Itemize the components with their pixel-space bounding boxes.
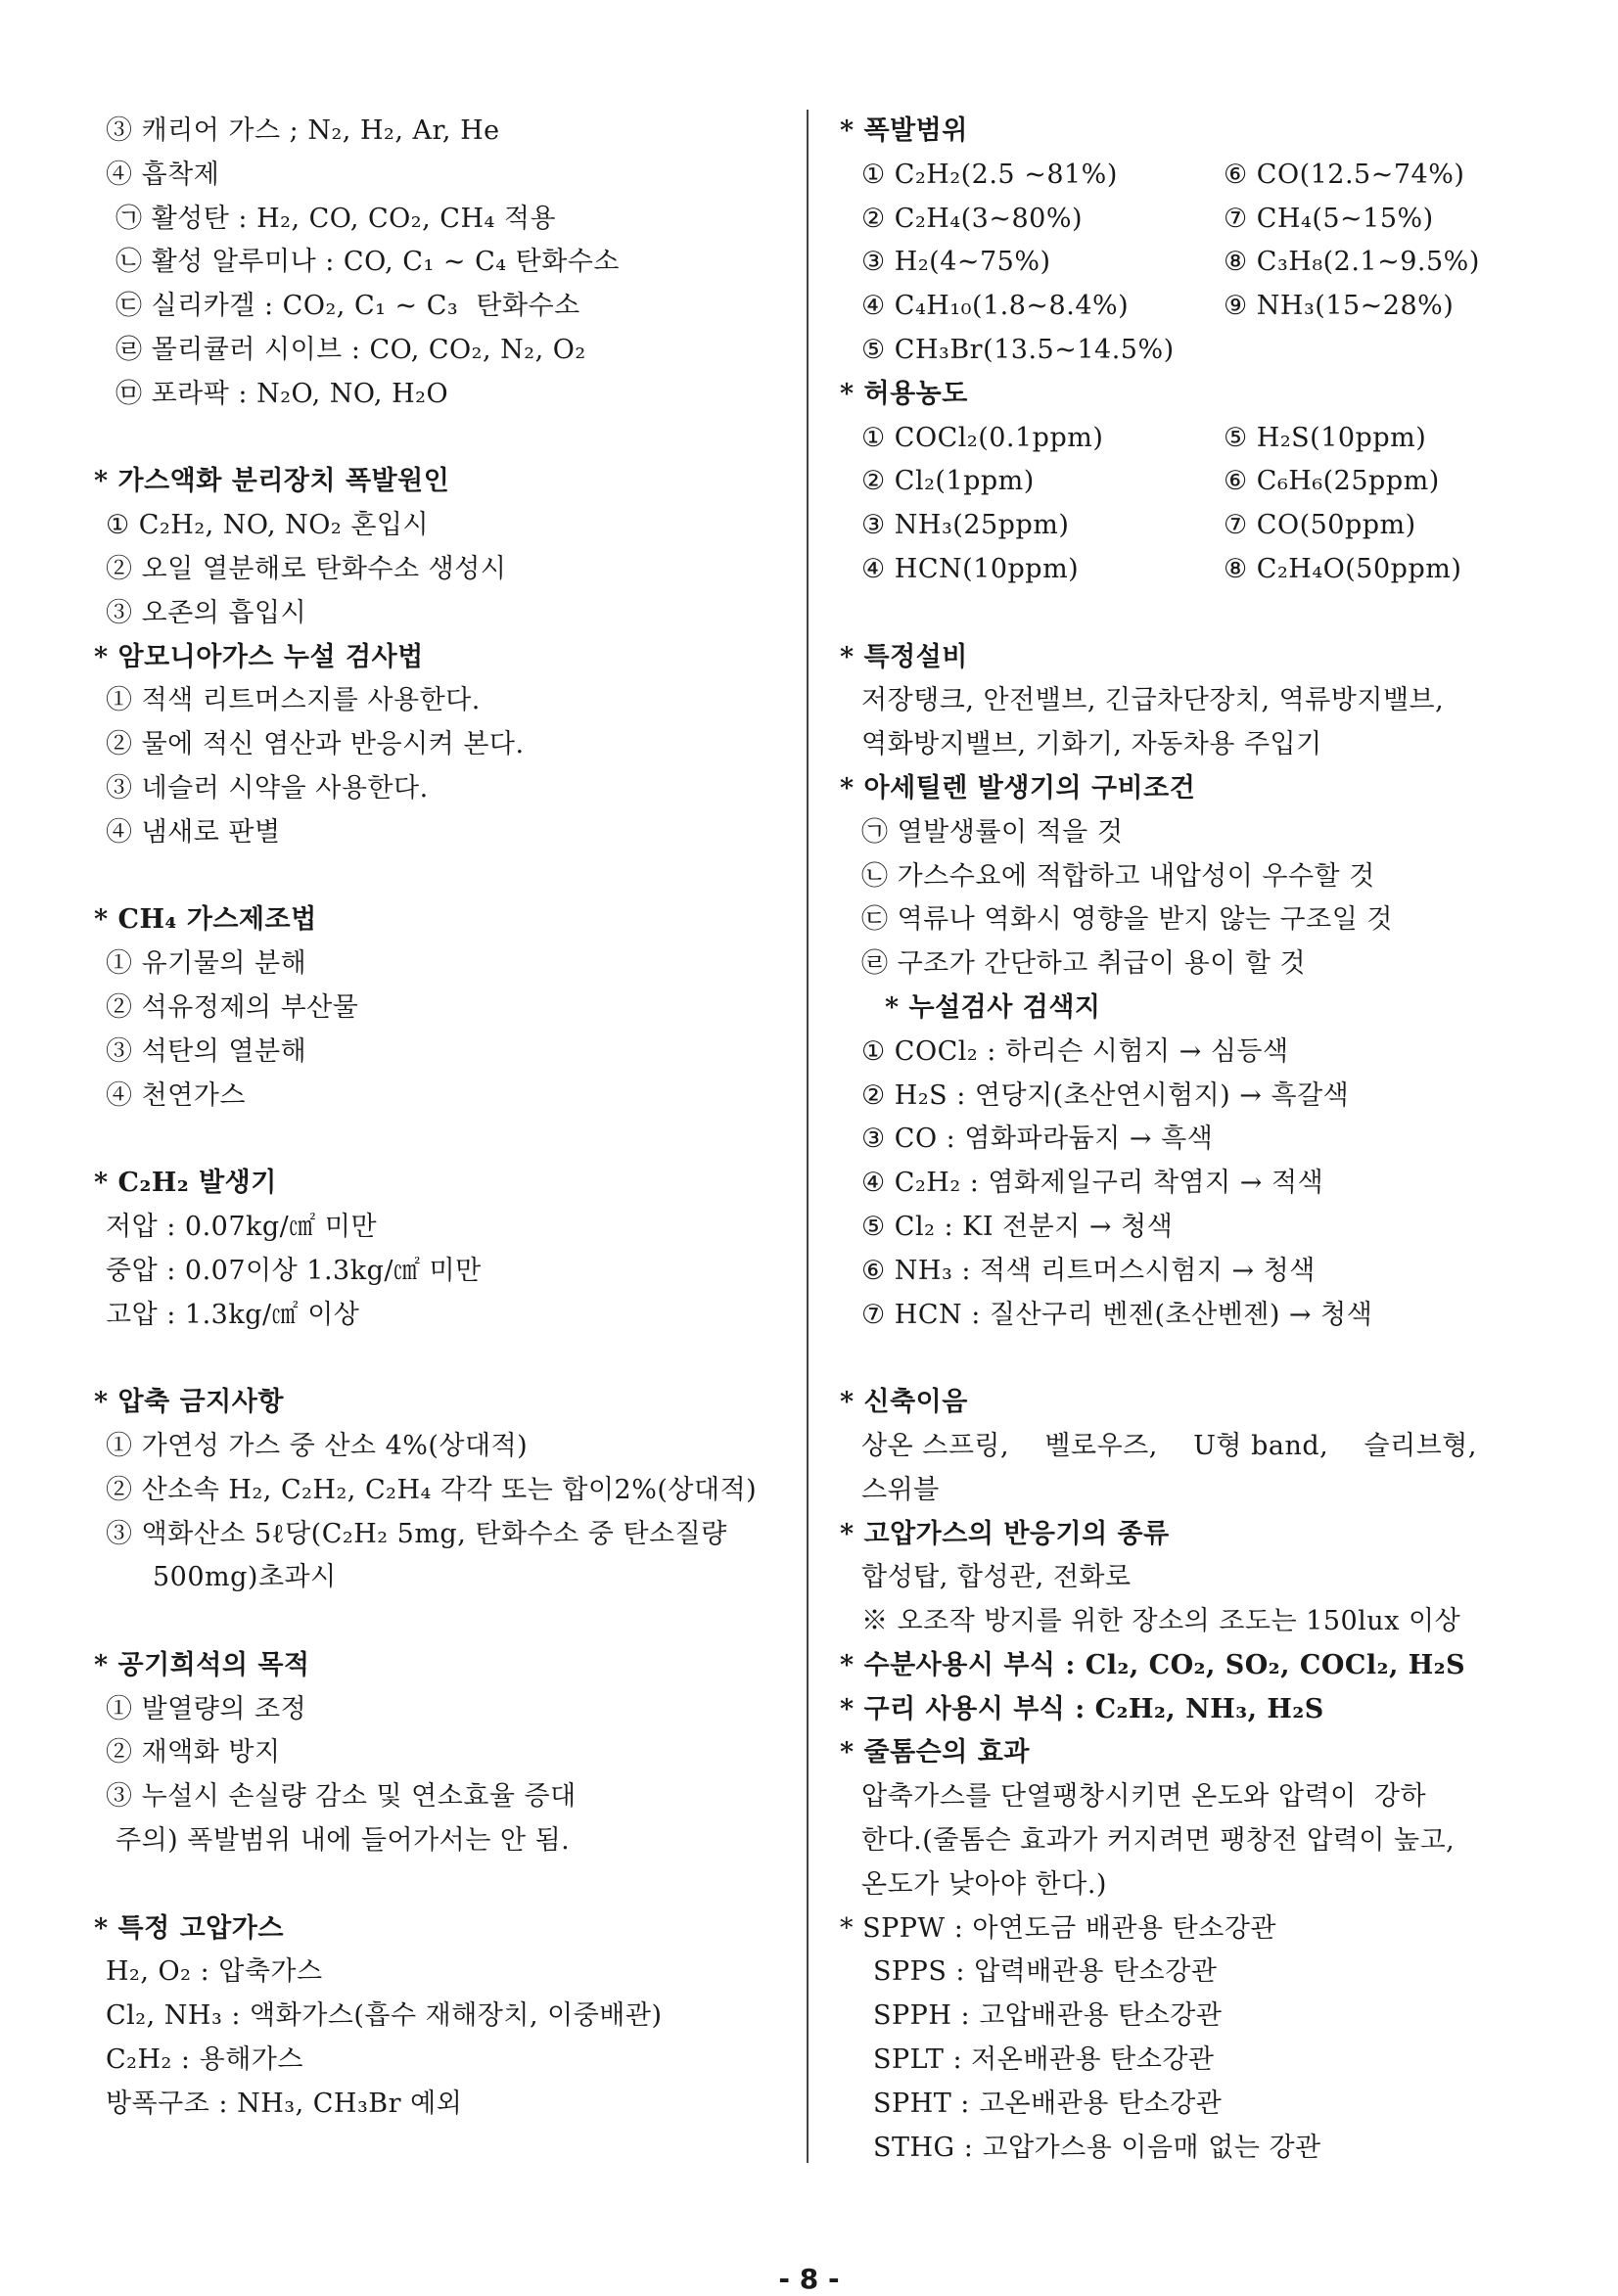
text-line: ③ 석탄의 열분해 xyxy=(106,1035,307,1067)
text-line: 온도가 낮아야 한다.) xyxy=(861,1868,1107,1900)
text-line: ④ 천연가스 xyxy=(106,1079,246,1111)
text-line xyxy=(840,154,1525,198)
text-line: 고압 : 1.3kg/㎠ 이상 xyxy=(106,1299,360,1330)
blank-line xyxy=(94,1600,799,1644)
text-line: 상온 스프링, 벨로우즈, U형 band, 슬리브형, xyxy=(861,1430,1477,1461)
text-line: ㉤ 포라팍 : N₂O, NO, H₂O xyxy=(116,378,449,409)
text-line: ③ 캐리어 가스 ; N₂, H₂, Ar, He xyxy=(106,115,500,146)
text-line: ① 가연성 가스 중 산소 4%(상대적) xyxy=(106,1430,529,1461)
text-line: SPLT : 저온배관용 탄소강관 xyxy=(873,2044,1215,2076)
text-line: 합성탑, 합성관, 전화로 xyxy=(861,1562,1132,1593)
list-item-right: ⑦ CO(50ppm) xyxy=(1224,510,1416,541)
text-line: 스위블 xyxy=(861,1474,940,1505)
text-line xyxy=(840,198,1525,242)
section-heading: * 폭발범위 xyxy=(840,115,968,146)
text-line: 500mg)초과시 xyxy=(153,1562,337,1593)
section-heading: * 암모니아가스 누설 검사법 xyxy=(94,641,424,672)
list-item-left: ① COCl₂(0.1ppm) xyxy=(861,422,1104,453)
section-heading: * 허용농도 xyxy=(840,378,968,409)
list-item-right: ⑨ NH₃(15~28%) xyxy=(1224,291,1455,322)
text-line: ㉣ 몰리큘러 시이브 : CO, CO₂, N₂, O₂ xyxy=(116,334,586,365)
text-line: 중압 : 0.07이상 1.3kg/㎠ 미만 xyxy=(106,1255,482,1286)
list-item-left: ② C₂H₄(3~80%) xyxy=(861,203,1084,234)
section-heading: * 공기희석의 목적 xyxy=(94,1649,310,1680)
text-line: ④ 흡착제 xyxy=(106,159,220,190)
text-line: SPPS : 압력배관용 탄소강관 xyxy=(873,1956,1218,1988)
text-line: ④ 냄새로 판별 xyxy=(106,816,281,848)
text-line: SPPH : 고압배관용 탄소강관 xyxy=(873,2000,1223,2032)
list-item-right: ⑤ H₂S(10ppm) xyxy=(1224,422,1427,453)
text-line: 저장탱크, 안전밸브, 긴급차단장치, 역류방지밸브, xyxy=(861,685,1445,716)
list-item-right: ⑧ C₃H₈(2.1~9.5%) xyxy=(1224,247,1480,278)
text-line: ① 발열량의 조정 xyxy=(106,1693,307,1724)
list-item-right: ⑧ C₂H₄O(50ppm) xyxy=(1224,553,1462,584)
text-line: ㉡ 활성 알루미나 : CO, C₁ ~ C₄ 탄화수소 xyxy=(116,247,620,278)
text-line: ③ 오존의 흡입시 xyxy=(106,597,307,628)
list-item-left: ① C₂H₂(2.5 ~81%) xyxy=(861,159,1118,190)
text-line: ① C₂H₂, NO, NO₂ 혼입시 xyxy=(106,510,430,541)
text-line: 주의) 폭발범위 내에 들어가서는 안 됨. xyxy=(116,1825,571,1857)
text-line: 압축가스를 단열팽창시키면 온도와 압력이 강하 xyxy=(861,1781,1427,1813)
text-line: STHG : 고압가스용 이음매 없는 강관 xyxy=(873,2132,1321,2163)
text-line xyxy=(840,548,1525,592)
text-line: ② 물에 적신 염산과 반응시켜 본다. xyxy=(106,729,525,760)
blank-line xyxy=(94,1118,799,1162)
list-item-left: ③ H₂(4~75%) xyxy=(861,247,1051,278)
section-heading: * C₂H₂ 발생기 xyxy=(94,1168,277,1199)
text-line: ⑦ HCN : 질산구리 벤젠(초산벤젠) → 청색 xyxy=(861,1299,1373,1330)
section-heading: * 압축 금지사항 xyxy=(94,1387,284,1418)
text-line: ㉠ 활성탄 : H₂, CO, CO₂, CH₄ 적용 xyxy=(116,203,557,234)
blank-line xyxy=(94,1337,799,1381)
page-number: - 8 - xyxy=(778,2263,840,2295)
section-heading: * 특정설비 xyxy=(840,641,968,672)
list-item-left: ④ C₄H₁₀(1.8~8.4%) xyxy=(861,291,1130,322)
left-column xyxy=(94,110,799,2127)
text-line: ③ 누설시 손실량 감소 및 연소효율 증대 xyxy=(106,1781,577,1813)
section-heading: * 줄톰슨의 효과 xyxy=(840,1737,1030,1768)
right-column xyxy=(840,110,1525,2170)
text-line: ⑤ Cl₂ : KI 전분지 → 청색 xyxy=(861,1211,1174,1242)
blank-line xyxy=(840,1337,1525,1381)
blank-line xyxy=(94,417,799,461)
section-heading: * 아세틸렌 발생기의 구비조건 xyxy=(840,772,1196,804)
text-line: ③ 액화산소 5ℓ당(C₂H₂ 5mg, 탄화수소 중 탄소질량 xyxy=(106,1518,727,1549)
text-line: ⑥ NH₃ : 적색 리트머스시험지 → 청색 xyxy=(861,1255,1316,1286)
column-divider xyxy=(807,110,809,2163)
text-line: ② 석유정제의 부산물 xyxy=(106,991,359,1023)
text-line: ② 오일 열분해로 탄화수소 생성시 xyxy=(106,553,507,584)
blank-line xyxy=(94,855,799,899)
text-line: H₂, O₂ : 압축가스 xyxy=(106,1956,323,1988)
section-heading: * 특정 고압가스 xyxy=(94,1912,284,1944)
section-heading: * 가스액화 분리장치 폭발원인 xyxy=(94,466,450,497)
text-line: ③ CO : 염화파라듐지 → 흑색 xyxy=(861,1124,1214,1155)
text-line: ㉢ 실리카겔 : CO₂, C₁ ~ C₃ 탄화수소 xyxy=(116,291,580,322)
section-heading: * 신축이음 xyxy=(840,1387,968,1418)
text-line: ㉠ 열발생률이 적을 것 xyxy=(861,816,1124,848)
text-line: ② 재액화 방지 xyxy=(106,1737,281,1768)
text-line: 저압 : 0.07kg/㎠ 미만 xyxy=(106,1211,378,1242)
list-item-right: ⑥ CO(12.5~74%) xyxy=(1224,159,1465,190)
list-item-right: ⑦ CH₄(5~15%) xyxy=(1224,203,1434,234)
text-line: * SPPW : 아연도금 배관용 탄소강관 xyxy=(840,1912,1276,1944)
text-line: C₂H₂ : 용해가스 xyxy=(106,2044,303,2076)
list-item-left: ② Cl₂(1ppm) xyxy=(861,466,1035,497)
list-item-right: ⑥ C₆H₆(25ppm) xyxy=(1224,466,1440,497)
text-line: SPHT : 고온배관용 탄소강관 xyxy=(873,2088,1223,2119)
text-line: ② 산소속 H₂, C₂H₂, C₂H₄ 각각 또는 합이2%(상대적) xyxy=(106,1474,758,1505)
section-heading: * 고압가스의 반응기의 종류 xyxy=(840,1518,1170,1549)
text-line: ① 적색 리트머스지를 사용한다. xyxy=(106,685,481,716)
text-line: 역화방지밸브, 기화기, 자동차용 주입기 xyxy=(861,729,1322,760)
text-line: ※ 오조작 방지를 위한 장소의 조도는 150lux 이상 xyxy=(861,1606,1461,1637)
list-item-left: ③ NH₃(25ppm) xyxy=(861,510,1070,541)
text-line xyxy=(840,460,1525,504)
text-line: ㉢ 역류나 역화시 영향을 받지 않는 구조일 것 xyxy=(861,904,1393,936)
section-heading: * 구리 사용시 부식 : C₂H₂, NH₃, H₂S xyxy=(840,1693,1324,1724)
text-line: 방폭구조 : NH₃, CH₃Br 예외 xyxy=(106,2088,463,2119)
text-line: ㉡ 가스수요에 적합하고 내압성이 우수할 것 xyxy=(861,860,1375,892)
text-line: ⑤ CH₃Br(13.5~14.5%) xyxy=(861,334,1175,365)
text-line xyxy=(840,504,1525,548)
text-line xyxy=(840,241,1525,285)
section-heading: * 누설검사 검색지 xyxy=(885,991,1101,1023)
blank-line xyxy=(94,1863,799,1907)
text-line: Cl₂, NH₃ : 액화가스(흡수 재해장치, 이중배관) xyxy=(106,2000,663,2032)
section-heading: * CH₄ 가스제조법 xyxy=(94,904,317,936)
text-line: ① COCl₂ : 하리슨 시험지 → 심등색 xyxy=(861,1035,1289,1067)
text-line: ② H₂S : 연당지(초산연시험지) → 흑갈색 xyxy=(861,1079,1350,1111)
text-line: ③ 네슬러 시약을 사용한다. xyxy=(106,772,429,804)
text-line: ④ C₂H₂ : 염화제일구리 착염지 → 적색 xyxy=(861,1168,1324,1199)
text-line: 한다.(줄톰슨 효과가 커지려면 팽창전 압력이 높고, xyxy=(861,1825,1456,1857)
blank-line xyxy=(840,592,1525,636)
section-heading: * 수분사용시 부식 : Cl₂, CO₂, SO₂, COCl₂, H₂S xyxy=(840,1649,1466,1680)
text-line: ㉣ 구조가 간단하고 취급이 용이 할 것 xyxy=(861,948,1307,980)
text-line: ① 유기물의 분해 xyxy=(106,948,307,980)
text-line xyxy=(840,285,1525,329)
list-item-left: ④ HCN(10ppm) xyxy=(861,553,1080,584)
text-line xyxy=(840,417,1525,461)
